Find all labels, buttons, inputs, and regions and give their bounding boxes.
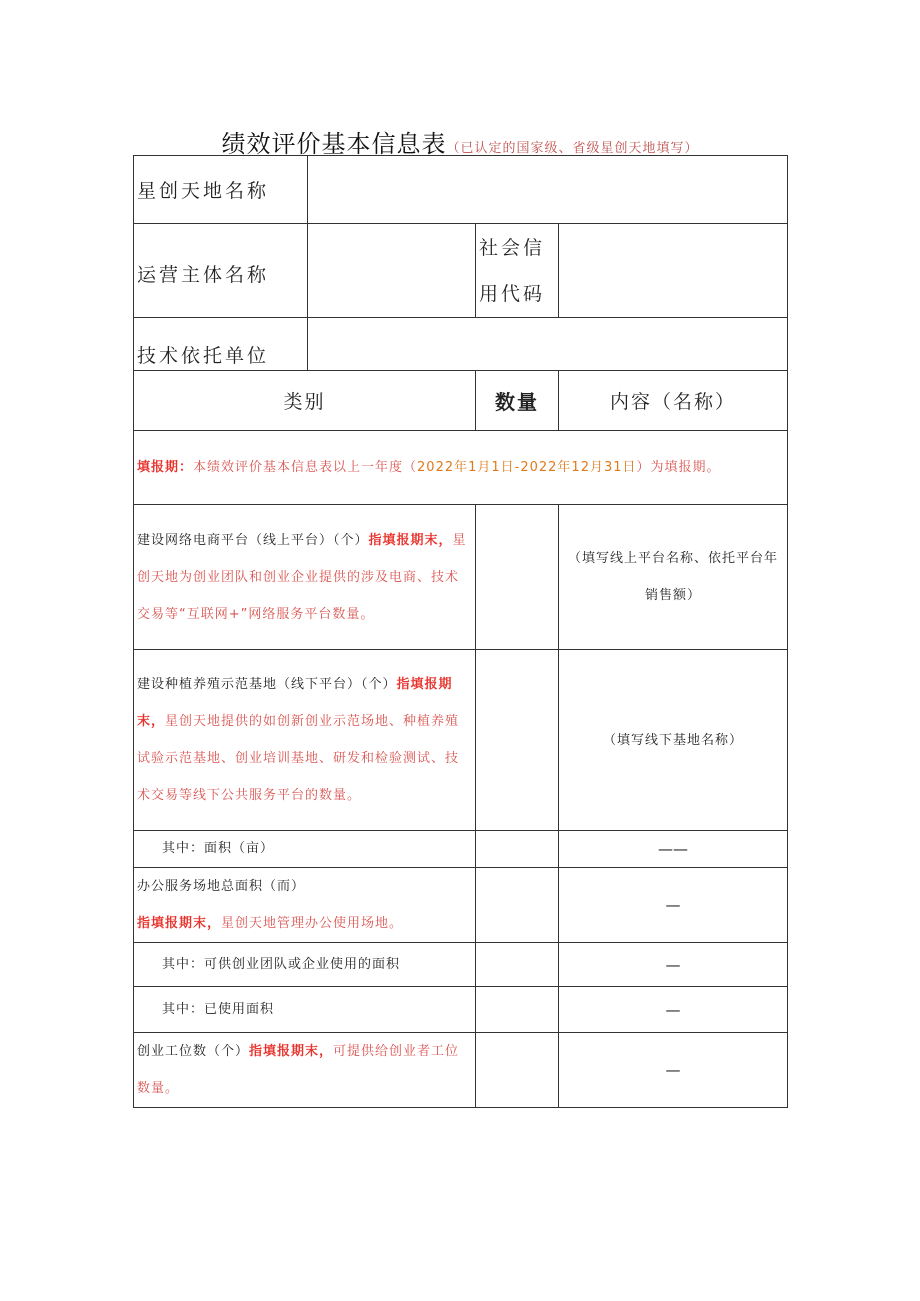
title-note: （已认定的国家级、省级星创天地填写） xyxy=(446,141,699,156)
period-text-b: ）为填报期。 xyxy=(636,460,721,475)
row-name xyxy=(134,156,788,224)
row-used-area xyxy=(134,987,788,1033)
row-operator xyxy=(134,224,788,318)
period-label: 填报期： xyxy=(137,460,194,475)
tech-field[interactable] xyxy=(308,318,788,371)
workstations-quantity-field[interactable] xyxy=(476,1033,559,1108)
used-area-label: 其中：已使用面积 xyxy=(134,987,476,1033)
offline-area-content: —— xyxy=(559,831,788,868)
workstations-desc: 可提供给创业者工位数量。 xyxy=(137,1044,460,1096)
header-category: 类别 xyxy=(134,371,476,431)
row-offline-base xyxy=(134,650,788,831)
used-area-quantity-field[interactable] xyxy=(476,987,559,1033)
workstations-label xyxy=(134,1033,476,1108)
period-note xyxy=(134,431,788,505)
credit-label-line2: 用代码 xyxy=(479,282,546,305)
name-field[interactable] xyxy=(308,156,788,224)
row-period xyxy=(134,431,788,505)
office-desc: 星创天地管理办公使用场地。 xyxy=(221,916,404,931)
workstations-title: 创业工位数（个） xyxy=(137,1044,250,1059)
workstations-content: — xyxy=(559,1033,788,1108)
workstations-emph: 指填报期末， xyxy=(249,1044,334,1059)
office-area-label xyxy=(134,868,476,943)
row-header xyxy=(134,371,788,431)
operator-field[interactable] xyxy=(308,224,476,318)
available-area-quantity-field[interactable] xyxy=(476,943,559,987)
credit-label-line1: 社会信 xyxy=(479,236,546,259)
period-range: 2022年1月1日-2022年12月31日 xyxy=(417,460,637,475)
credit-code-field[interactable] xyxy=(559,224,788,318)
online-quantity-field[interactable] xyxy=(476,505,559,650)
offline-emph: 指填报期末， xyxy=(137,677,453,729)
used-area-content: — xyxy=(559,987,788,1033)
office-area-content: — xyxy=(559,868,788,943)
credit-code-label xyxy=(476,224,559,318)
online-content-field[interactable]: （填写线上平台名称、依托平台年销售额） xyxy=(559,505,788,650)
offline-quantity-field[interactable] xyxy=(476,650,559,831)
online-desc: 星创天地为创业团队和创业企业提供的涉及电商、技术交易等“互联网+”网络服务平台数量。 xyxy=(137,532,467,622)
online-platform-label xyxy=(134,505,476,650)
offline-content-field[interactable]: （填写线下基地名称） xyxy=(559,650,788,831)
page-title xyxy=(0,124,920,159)
title-main: 绩效评价基本信息表 xyxy=(221,130,447,158)
row-available-area xyxy=(134,943,788,987)
available-area-content: — xyxy=(559,943,788,987)
row-online-platform xyxy=(134,505,788,650)
tech-label: 技术依托单位 xyxy=(134,318,308,371)
header-quantity: 数量 xyxy=(476,371,559,431)
header-content: 内容（名称） xyxy=(559,371,788,431)
office-emph: 指填报期末， xyxy=(137,916,222,931)
name-label: 星创天地名称 xyxy=(134,156,308,224)
offline-area-label: 其中：面积（亩） xyxy=(134,831,476,868)
operator-label: 运营主体名称 xyxy=(134,224,308,318)
row-workstations xyxy=(134,1033,788,1108)
available-area-label: 其中：可供创业团队或企业使用的面积 xyxy=(134,943,476,987)
info-table xyxy=(133,155,788,1108)
office-title: 办公服务场地总面积（而） xyxy=(137,879,306,894)
office-area-quantity-field[interactable] xyxy=(476,868,559,943)
row-office-area xyxy=(134,868,788,943)
offline-base-label xyxy=(134,650,476,831)
row-tech xyxy=(134,318,788,371)
online-emph: 指填报期末， xyxy=(368,532,453,548)
row-offline-area xyxy=(134,831,788,868)
period-text-a: 本绩效评价基本信息表以上一年度（ xyxy=(193,460,418,475)
online-title: 建设网络电商平台（线上平台）（个） xyxy=(137,532,369,548)
offline-desc: 星创天地提供的如创新创业示范场地、种植养殖试验示范基地、创业培训基地、研发和检验测试、技术交易等线下公共服务平台的数量。 xyxy=(137,714,460,803)
offline-title: 建设种植养殖示范基地（线下平台）（个） xyxy=(137,677,397,692)
offline-area-quantity-field[interactable] xyxy=(476,831,559,868)
